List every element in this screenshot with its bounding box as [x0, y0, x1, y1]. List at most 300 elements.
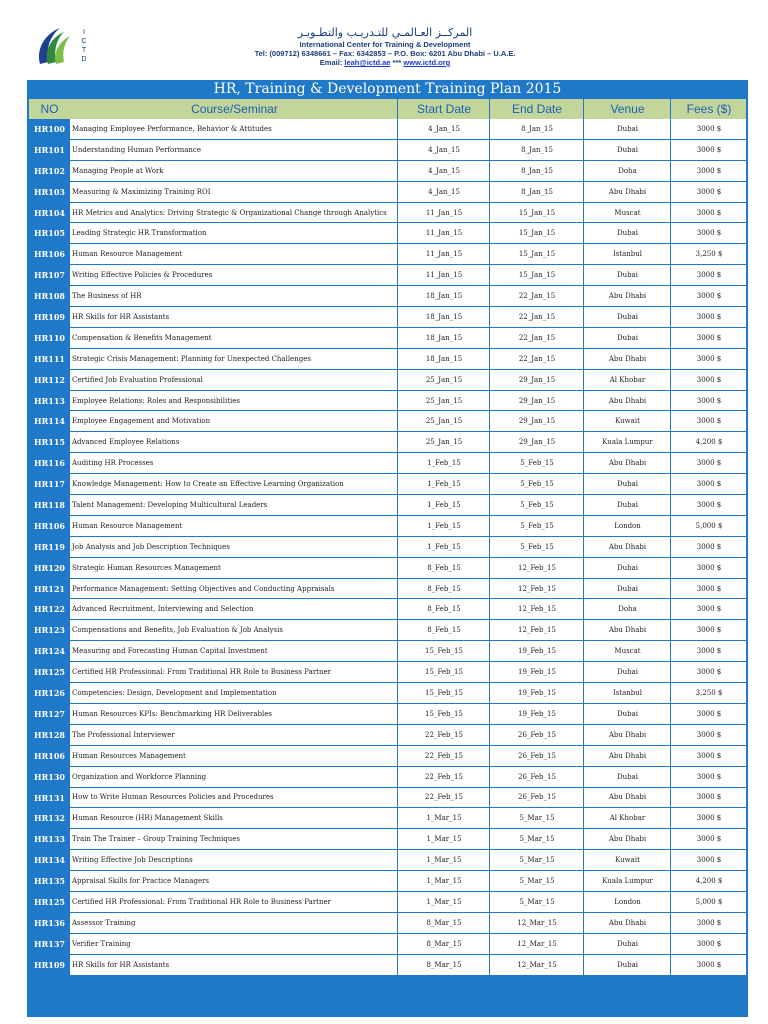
start-date: 8_Feb_15	[427, 563, 461, 572]
table-row	[29, 934, 746, 955]
fees: 3000 $	[696, 187, 722, 196]
start-date: 8_Mar_15	[426, 918, 462, 927]
table-row	[29, 913, 746, 934]
start-date: 1_Mar_15	[426, 856, 462, 865]
course-title: The Professional Interviewer	[72, 730, 175, 739]
fees: 3000 $	[696, 918, 722, 927]
fees: 3000 $	[696, 647, 722, 656]
venue: Kuwait	[615, 417, 640, 426]
venue: Abu Dhabi	[608, 396, 647, 405]
row-number: HR106	[29, 244, 70, 264]
table-row	[29, 746, 746, 767]
row-number: HR126	[29, 683, 70, 703]
end-date: 19_Feb_15	[518, 668, 556, 677]
start-date: 4_Jan_15	[428, 187, 460, 196]
row-number: HR125	[29, 662, 70, 682]
end-date: 8_Jan_15	[521, 124, 553, 133]
organization-info	[180, 26, 590, 67]
fees: 3000 $	[696, 563, 722, 572]
table-row	[29, 871, 746, 892]
venue: Abu Dhabi	[608, 626, 647, 635]
start-date: 1_Feb_15	[427, 459, 461, 468]
end-date: 29_Jan_15	[518, 438, 556, 447]
table-row	[29, 411, 746, 432]
course-title: Employee Engagement and Motivation	[72, 417, 211, 426]
course-title: Human Resources KPIs: Benchmarking HR Deliverables	[72, 709, 272, 718]
email-label: Email:	[319, 58, 345, 67]
start-date: 8_Feb_15	[427, 584, 461, 593]
table-row	[29, 453, 746, 474]
start-date: 25_Jan_15	[425, 438, 463, 447]
fees: 3000 $	[696, 271, 722, 280]
row-number: HR118	[29, 495, 70, 515]
course-title: Human Resource Management	[72, 250, 183, 259]
fees: 3000 $	[696, 793, 722, 802]
end-date: 5_Feb_15	[520, 542, 554, 551]
course-title: Writing Effective Job Descriptions	[72, 856, 193, 865]
venue: Abu Dhabi	[608, 354, 647, 363]
start-date: 11_Jan_15	[425, 208, 463, 217]
row-number: HR137	[29, 934, 70, 954]
row-number: HR110	[29, 328, 70, 348]
row-number: HR104	[29, 203, 70, 223]
course-title: Measuring & Maximizing Training ROI	[72, 187, 211, 196]
document-header	[0, 0, 768, 78]
course-title: Auditing HR Processes	[72, 459, 154, 468]
logo-letter: C	[81, 38, 87, 45]
venue: Dubai	[616, 960, 638, 969]
website-link[interactable]: www.ictd.org	[403, 58, 451, 67]
header-venue: Venue	[610, 102, 645, 116]
row-number: HR113	[29, 391, 70, 411]
end-date: 22_Jan_15	[518, 312, 556, 321]
course-title: Managing Employee Performance, Behavior & Attitudes	[72, 124, 272, 133]
arabic-org-name: المركــز العـالمـي للتـدريـب والتطـويـر	[297, 26, 473, 39]
start-date: 18_Jan_15	[425, 354, 463, 363]
course-title: Strategic Crisis Management: Planning for Unexpected Challenges	[72, 354, 311, 363]
end-date: 5_Mar_15	[519, 877, 555, 885]
start-date: 25_Jan_15	[425, 417, 463, 426]
fees: 3000 $	[696, 480, 722, 489]
row-number: HR101	[29, 140, 70, 160]
column-divider	[670, 99, 671, 1017]
course-title: HR Skills for HR Assistants	[72, 312, 170, 321]
course-title: HR Skills for HR Assistants	[72, 960, 170, 969]
venue: Al Khobar	[609, 375, 646, 384]
course-title: HR Metrics and Analytics: Driving Strategic & Organizational Change through Analytics	[72, 208, 387, 217]
course-title: Writing Effective Policies & Procedures	[72, 271, 213, 280]
table-row	[29, 223, 746, 244]
fees: 3000 $	[696, 584, 722, 593]
end-date: 12_Mar_15	[517, 960, 557, 969]
table-title: HR, Training & Development Training Plan 2015	[27, 80, 748, 99]
header-start-date: Start Date	[416, 102, 472, 116]
venue: Istanbul	[612, 250, 643, 259]
email-line	[180, 58, 590, 67]
end-date: 8_Jan_15	[521, 187, 553, 196]
end-date: 12_Feb_15	[518, 584, 556, 593]
table-row	[29, 829, 746, 850]
start-date: 1_Feb_15	[427, 521, 461, 530]
end-date: 22_Jan_15	[518, 354, 556, 363]
table-row	[29, 119, 746, 140]
end-date: 22_Jan_15	[518, 333, 556, 342]
venue: Abu Dhabi	[608, 187, 647, 196]
fees: 3,250 $	[695, 250, 723, 259]
table-row	[29, 161, 746, 182]
row-number: HR134	[29, 850, 70, 870]
fees: 3000 $	[696, 856, 722, 865]
table-body	[29, 119, 746, 976]
end-date: 12_Feb_15	[518, 626, 556, 635]
venue: Dubai	[616, 145, 638, 154]
venue: Kuala Lumpur	[602, 877, 653, 885]
venue: Al Khobar	[609, 814, 646, 823]
course-title: Measuring and Forecasting Human Capital Investment	[72, 647, 268, 656]
venue: Istanbul	[612, 688, 643, 697]
table-row	[29, 432, 746, 453]
course-title: Certified HR Professional: From Traditional HR Role to Business Partner	[72, 668, 331, 677]
start-date: 1_Mar_15	[426, 814, 462, 823]
fees: 3000 $	[696, 396, 722, 405]
start-date: 22_Feb_15	[425, 793, 463, 802]
logo-letter: I	[83, 29, 85, 36]
end-date: 26_Feb_15	[518, 772, 556, 781]
course-title: Job Analysis and Job Description Techniques	[72, 542, 230, 551]
table-row	[29, 328, 746, 349]
header-fees: Fees ($)	[686, 102, 732, 116]
row-number: HR109	[29, 955, 70, 975]
table-row	[29, 599, 746, 620]
fees: 5,000 $	[695, 521, 723, 530]
fees: 3000 $	[696, 333, 722, 342]
venue: Doha	[618, 605, 637, 614]
table-row	[29, 307, 746, 328]
table-row	[29, 662, 746, 683]
venue: Kuala Lumpur	[602, 438, 653, 447]
fees: 3000 $	[696, 292, 722, 301]
fees: 3000 $	[696, 166, 722, 175]
fees: 3000 $	[696, 605, 722, 614]
fees: 3000 $	[696, 772, 722, 781]
logo-letters	[80, 28, 88, 64]
start-date: 8_Mar_15	[426, 939, 462, 948]
contact-line: Tel: (009712) 6348661 – Fax: 6342853 – P.O. Box: 6201 Abu Dhabi – U.A.E.	[254, 49, 516, 58]
table-row	[29, 516, 746, 537]
course-title: The Business of HR	[72, 292, 142, 301]
fees: 3,250 $	[695, 688, 723, 697]
venue: Dubai	[616, 563, 638, 572]
start-date: 1_Feb_15	[427, 542, 461, 551]
course-title: Compensation & Benefits Management	[72, 333, 212, 342]
row-number: HR119	[29, 537, 70, 557]
row-number: HR127	[29, 704, 70, 724]
end-date: 8_Jan_15	[521, 166, 553, 175]
end-date: 5_Mar_15	[519, 856, 555, 865]
table-row	[29, 788, 746, 809]
table-row	[29, 495, 746, 516]
start-date: 11_Jan_15	[425, 271, 463, 280]
fees: 3000 $	[696, 145, 722, 154]
venue: London	[614, 897, 641, 906]
header-course: Course/Seminar	[191, 102, 278, 116]
header-no: NO	[40, 102, 59, 116]
venue: Kuwait	[615, 856, 640, 865]
end-date: 5_Mar_15	[519, 835, 555, 844]
course-title: Certified HR Professional: From Traditional HR Role to Business Partner	[72, 897, 331, 906]
row-number: HR121	[29, 579, 70, 599]
venue: Dubai	[616, 709, 638, 718]
end-date: 19_Feb_15	[518, 647, 556, 656]
fees: 3000 $	[696, 375, 722, 384]
fees: 3000 $	[696, 939, 722, 948]
start-date: 18_Jan_15	[425, 292, 463, 301]
logo-letter: D	[81, 56, 87, 63]
course-title: Advanced Employee Relations	[72, 438, 180, 447]
row-number: HR124	[29, 641, 70, 661]
end-date: 12_Mar_15	[517, 939, 557, 948]
venue: Dubai	[616, 500, 638, 509]
start-date: 25_Jan_15	[425, 396, 463, 405]
row-number: HR102	[29, 161, 70, 181]
separator: ***	[390, 58, 404, 67]
venue: Dubai	[616, 939, 638, 948]
logo-letter: T	[81, 47, 87, 54]
english-org-name: International Center for Training & Development	[299, 40, 471, 49]
table-row	[29, 892, 746, 913]
end-date: 5_Feb_15	[520, 480, 554, 489]
start-date: 4_Jan_15	[428, 145, 460, 154]
end-date: 5_Feb_15	[520, 500, 554, 509]
venue: Dubai	[616, 480, 638, 489]
course-title: Appraisal Skills for Practice Managers	[72, 877, 210, 885]
table-row	[29, 537, 746, 558]
fees: 3000 $	[696, 354, 722, 363]
start-date: 1_Mar_15	[426, 835, 462, 844]
start-date: 1_Feb_15	[427, 480, 461, 489]
start-date: 25_Jan_15	[425, 375, 463, 384]
row-number: HR135	[29, 871, 70, 891]
row-number: HR136	[29, 913, 70, 933]
fees: 5,000 $	[695, 897, 723, 906]
fees: 3000 $	[696, 542, 722, 551]
venue: Abu Dhabi	[608, 835, 647, 844]
course-title: Human Resources Management	[72, 751, 186, 760]
end-date: 12_Feb_15	[518, 605, 556, 614]
table-row	[29, 767, 746, 788]
row-number: HR112	[29, 370, 70, 390]
end-date: 8_Jan_15	[521, 145, 553, 154]
table-row	[29, 558, 746, 579]
course-title: Advanced Recruitment, Interviewing and Selection	[72, 605, 254, 614]
fees: 3000 $	[696, 312, 722, 321]
venue: Dubai	[616, 124, 638, 133]
venue: Abu Dhabi	[608, 751, 647, 760]
table-header-row	[29, 99, 746, 119]
end-date: 15_Jan_15	[518, 250, 556, 259]
end-date: 15_Jan_15	[518, 271, 556, 280]
course-title: Verifier Training	[72, 939, 131, 948]
course-title: Knowledge Management: How to Create an Effective Learning Organization	[72, 480, 344, 489]
start-date: 15_Feb_15	[425, 647, 463, 656]
course-title: Compensations and Benefits, Job Evaluation & Job Analysis	[72, 626, 283, 635]
end-date: 5_Mar_15	[519, 814, 555, 823]
row-number: HR132	[29, 808, 70, 828]
table-row	[29, 641, 746, 662]
venue: Muscat	[614, 208, 641, 217]
row-number: HR100	[29, 119, 70, 139]
table-row	[29, 850, 746, 871]
fees: 3000 $	[696, 730, 722, 739]
row-number: HR125	[29, 892, 70, 912]
fees: 3000 $	[696, 626, 722, 635]
fees: 3000 $	[696, 814, 722, 823]
row-number: HR107	[29, 265, 70, 285]
course-title: How to Write Human Resources Policies and Procedures	[72, 793, 274, 802]
venue: Dubai	[616, 271, 638, 280]
venue: Muscat	[614, 647, 641, 656]
column-divider	[583, 99, 584, 1017]
table-row	[29, 725, 746, 746]
end-date: 15_Jan_15	[518, 229, 556, 238]
course-title: Strategic Human Resources Management	[72, 563, 221, 572]
venue: Dubai	[616, 772, 638, 781]
row-number: HR116	[29, 453, 70, 473]
fees: 4,200 $	[695, 877, 723, 885]
venue: Abu Dhabi	[608, 793, 647, 802]
end-date: 29_Jan_15	[518, 396, 556, 405]
row-number: HR117	[29, 474, 70, 494]
fees: 3000 $	[696, 124, 722, 133]
end-date: 26_Feb_15	[518, 793, 556, 802]
start-date: 15_Feb_15	[425, 668, 463, 677]
start-date: 11_Jan_15	[425, 229, 463, 238]
venue: Abu Dhabi	[608, 730, 647, 739]
table-row	[29, 182, 746, 203]
start-date: 15_Feb_15	[425, 688, 463, 697]
end-date: 26_Feb_15	[518, 730, 556, 739]
end-date: 22_Jan_15	[518, 292, 556, 301]
start-date: 11_Jan_15	[425, 250, 463, 259]
course-title: Performance Management: Setting Objectives and Conducting Appraisals	[72, 584, 335, 593]
fees: 3000 $	[696, 500, 722, 509]
course-title: Employee Relations: Roles and Responsibilities	[72, 396, 241, 405]
end-date: 5_Mar_15	[519, 897, 555, 906]
course-title: Leading Strategic HR Transformation	[72, 229, 207, 238]
start-date: 8_Feb_15	[427, 626, 461, 635]
fees: 3000 $	[696, 835, 722, 844]
row-number: HR120	[29, 558, 70, 578]
venue: Dubai	[616, 333, 638, 342]
end-date: 12_Mar_15	[517, 918, 557, 927]
row-number: HR130	[29, 767, 70, 787]
training-plan-table	[27, 80, 748, 1017]
course-title: Understanding Human Performance	[72, 145, 201, 154]
row-number: HR133	[29, 829, 70, 849]
start-date: 1_Feb_15	[427, 500, 461, 509]
table-row	[29, 349, 746, 370]
table-row	[29, 203, 746, 224]
table-row	[29, 579, 746, 600]
end-date: 29_Jan_15	[518, 417, 556, 426]
start-date: 22_Feb_15	[425, 730, 463, 739]
course-title: Human Resource (HR) Management Skills	[72, 814, 223, 823]
column-divider	[397, 99, 398, 1017]
row-number: HR128	[29, 725, 70, 745]
table-row	[29, 286, 746, 307]
table-row	[29, 244, 746, 265]
course-title: Human Resource Management	[72, 521, 183, 530]
table-row	[29, 370, 746, 391]
table-row	[29, 265, 746, 286]
end-date: 19_Feb_15	[518, 688, 556, 697]
course-title: Train The Trainer – Group Training Techniques	[72, 835, 241, 844]
end-date: 26_Feb_15	[518, 751, 556, 760]
venue: Abu Dhabi	[608, 542, 647, 551]
end-date: 19_Feb_15	[518, 709, 556, 718]
fees: 3000 $	[696, 229, 722, 238]
table-row	[29, 474, 746, 495]
row-number: HR131	[29, 788, 70, 808]
row-number: HR115	[29, 432, 70, 452]
column-divider	[489, 99, 490, 1017]
header-end-date: End Date	[511, 102, 563, 116]
fees: 3000 $	[696, 417, 722, 426]
row-number: HR105	[29, 223, 70, 243]
venue: Abu Dhabi	[608, 459, 647, 468]
start-date: 22_Feb_15	[425, 751, 463, 760]
end-date: 29_Jan_15	[518, 375, 556, 384]
venue: Dubai	[616, 312, 638, 321]
start-date: 18_Jan_15	[425, 333, 463, 342]
venue: London	[614, 521, 641, 530]
fees: 3000 $	[696, 751, 722, 760]
venue: Abu Dhabi	[608, 292, 647, 301]
start-date: 15_Feb_15	[425, 709, 463, 718]
start-date: 18_Jan_15	[425, 312, 463, 321]
email-link[interactable]: leah@ictd.ae	[344, 58, 391, 67]
fees: 3000 $	[696, 709, 722, 718]
table-row	[29, 704, 746, 725]
table-row	[29, 955, 746, 976]
row-number: HR123	[29, 620, 70, 640]
end-date: 15_Jan_15	[518, 208, 556, 217]
venue: Dubai	[616, 229, 638, 238]
venue: Dubai	[616, 584, 638, 593]
row-number: HR109	[29, 307, 70, 327]
start-date: 4_Jan_15	[428, 166, 460, 175]
row-number: HR108	[29, 286, 70, 306]
venue: Abu Dhabi	[608, 918, 647, 927]
fees: 4,200 $	[695, 438, 723, 447]
start-date: 8_Mar_15	[426, 960, 462, 969]
venue: Dubai	[616, 668, 638, 677]
course-title: Talent Management: Developing Multicultural Leaders	[72, 500, 268, 509]
row-number: HR114	[29, 411, 70, 431]
start-date: 1_Mar_15	[426, 877, 462, 885]
row-number: HR106	[29, 516, 70, 536]
course-title: Assessor Training	[72, 918, 136, 927]
row-number: HR106	[29, 746, 70, 766]
course-title: Managing People at Work	[72, 166, 164, 175]
row-number: HR103	[29, 182, 70, 202]
fees: 3000 $	[696, 208, 722, 217]
table-row	[29, 620, 746, 641]
table-row	[29, 683, 746, 704]
fees: 3000 $	[696, 668, 722, 677]
end-date: 5_Feb_15	[520, 459, 554, 468]
start-date: 1_Mar_15	[426, 897, 462, 906]
